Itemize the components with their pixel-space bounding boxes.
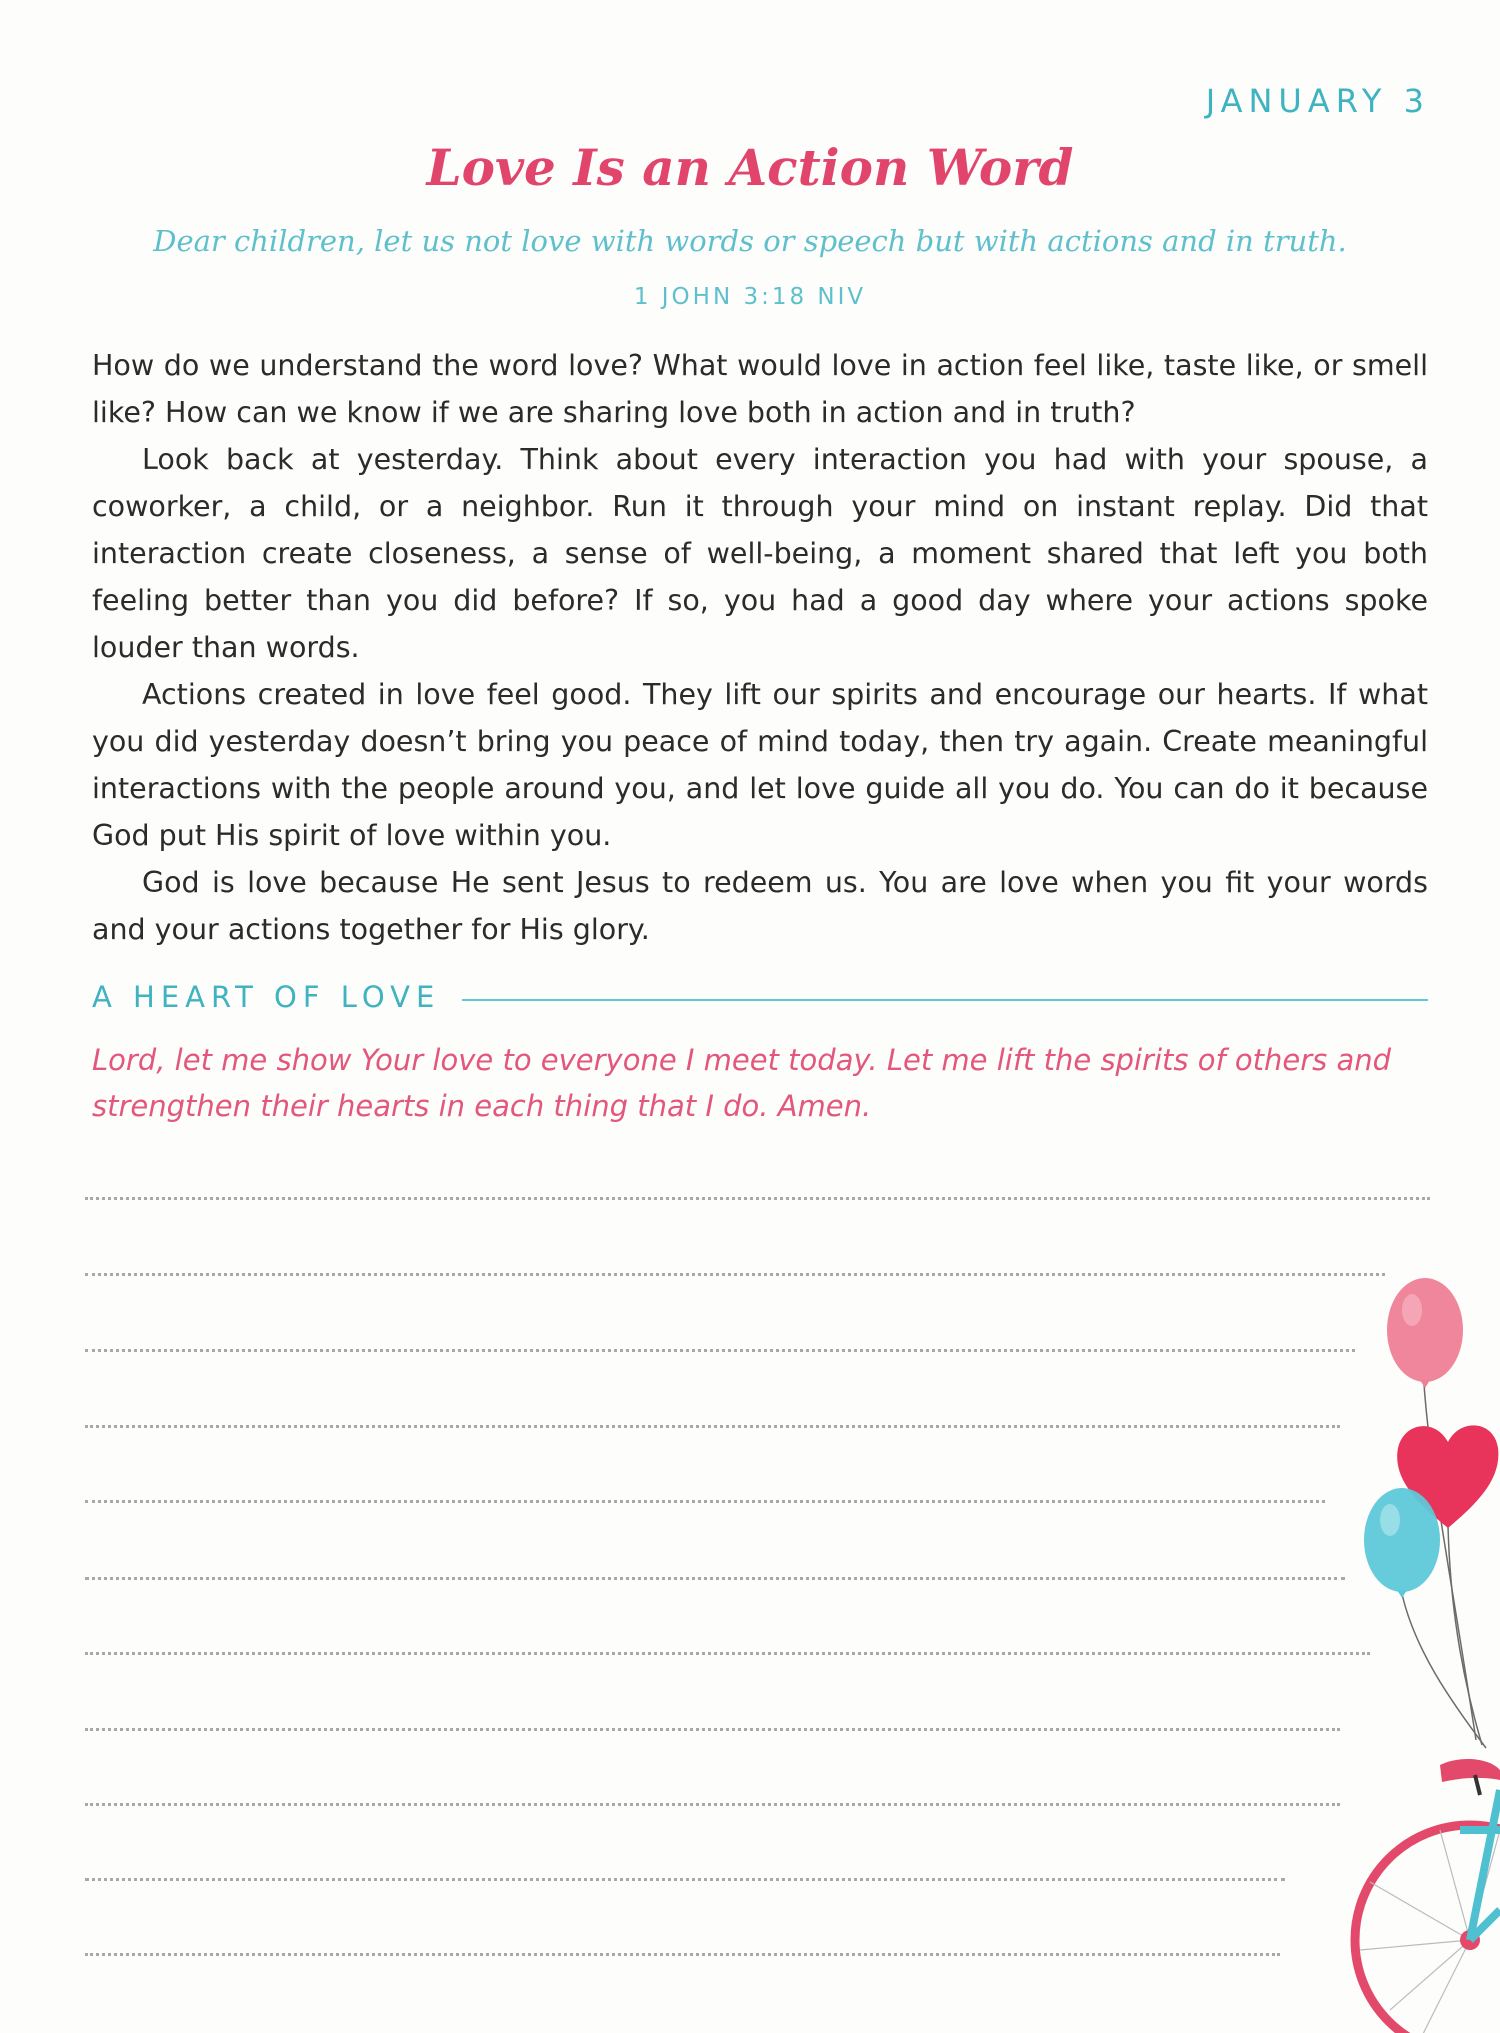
page-title: Love Is an Action Word: [426, 138, 1074, 197]
journal-line[interactable]: [85, 1197, 1430, 1200]
journal-line[interactable]: [85, 1728, 1340, 1731]
page-date: JANUARY 3: [1205, 82, 1430, 120]
balloons-bicycle-illustration: [1300, 1270, 1500, 2033]
pink-balloon-icon: [1387, 1278, 1463, 1388]
journal-line[interactable]: [85, 1577, 1345, 1580]
section-divider: [462, 999, 1428, 1001]
devotional-body: [92, 342, 1428, 953]
body-paragraph-3: Actions created in love feel good. They lift our spirits and encourage our hearts. If what you did yesterday doesn’t bring you peace of mind today, then try again. Create meaningful interactions with the people around you, and let love guide all you do. You can do it because God put His spirit of love within you.: [92, 678, 1428, 852]
prayer-section-header: [92, 980, 1428, 1020]
journal-line[interactable]: [85, 1425, 1340, 1428]
prayer-text: Lord, let me show Your love to everyone I meet today. Let me lift the spirits of others and strengthen their hearts in each thing that I do. Amen.: [92, 1043, 1392, 1123]
journal-line[interactable]: [85, 1652, 1370, 1655]
journal-line[interactable]: [85, 1273, 1385, 1276]
journal-line[interactable]: [85, 1953, 1280, 1956]
teal-balloon-icon: [1364, 1488, 1440, 1598]
journal-line[interactable]: [85, 1878, 1285, 1881]
journal-line[interactable]: [85, 1349, 1355, 1352]
journal-line[interactable]: [85, 1803, 1340, 1806]
body-paragraph-2: Look back at yesterday. Think about every interaction you had with your spouse, a coworker, a child, or a neighbor. Run it through your mind on instant replay. Did that interaction create closeness, a sense of well-being, a moment shared that left you both feeling better than you did before? If so, you had a good day where your actions spoke louder than words.: [92, 443, 1428, 664]
scripture-reference: 1 JOHN 3:18 NIV: [633, 284, 867, 310]
bicycle-icon: [1355, 1759, 1500, 2033]
body-paragraph-4: God is love because He sent Jesus to redeem us. You are love when you fit your words and your actions together for His glory.: [92, 866, 1428, 946]
section-heading: A HEART OF LOVE: [92, 980, 446, 1014]
body-paragraph-1: How do we understand the word love? What would love in action feel like, taste like, or smell like? How can we know if we are sharing love both in action and in truth?: [92, 349, 1428, 429]
journal-line[interactable]: [85, 1500, 1325, 1503]
scripture-verse: Dear children, let us not love with words or speech but with actions and in truth.: [153, 224, 1347, 258]
